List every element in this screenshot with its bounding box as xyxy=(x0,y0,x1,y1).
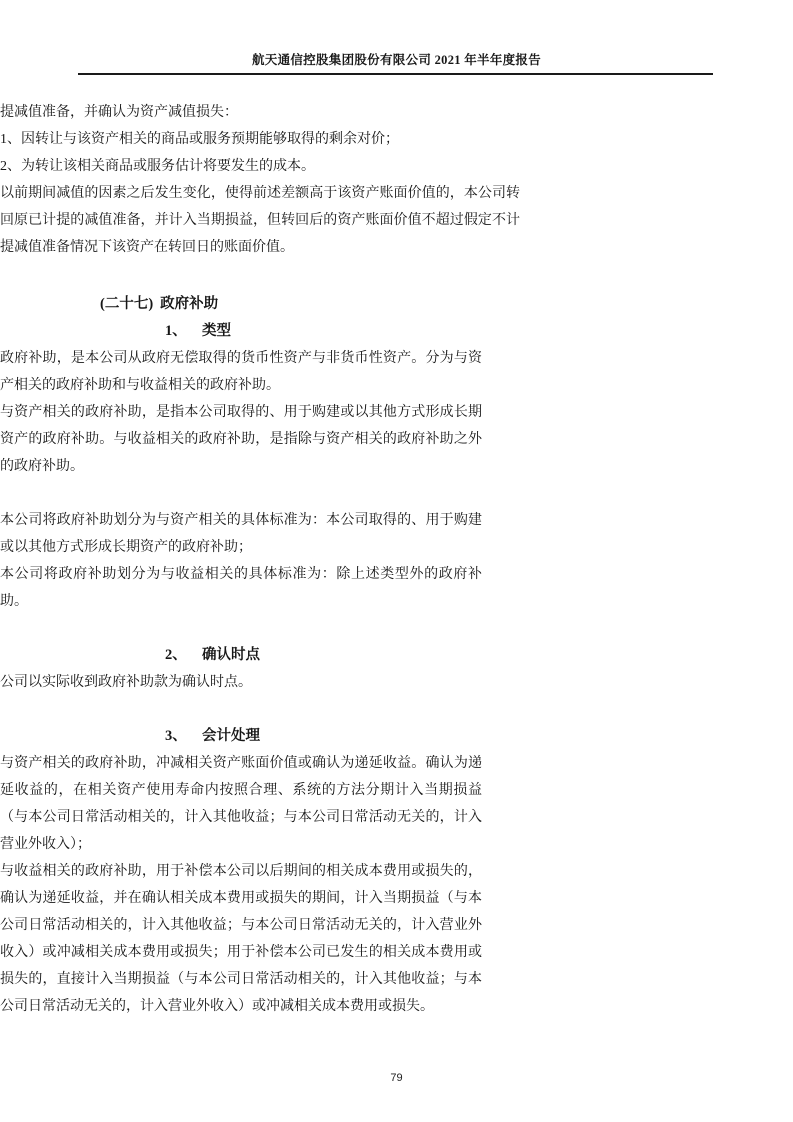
item-number: 1、 xyxy=(165,323,187,339)
body-paragraph: 政府补助，是本公司从政府无偿取得的货币性资产与非货币性资产。分为与资产相关的政府补助和与收益相关的政府补助。 xyxy=(0,351,482,393)
item-title: 类型 xyxy=(202,323,231,339)
impairment-list-item-2: 2、为转让该相关商品或服务估计将要发生的成本。 xyxy=(0,159,315,174)
body-paragraph: 本公司将政府补助划分为与资产相关的具体标准为：本公司取得的、用于购建或以其他方式形成长期资产的政府补助； xyxy=(0,513,482,555)
body-paragraph: 与收益相关的政府补助，用于补偿本公司以后期间的相关成本费用或损失的，确认为递延收益，并在确认相关成本费用或损失的期间，计入当期损益（与本公司日常活动相关的，计入其他收益；与本公司日常活动无关的，计入营业外收入）或冲减相关成本费用或损失；用于补偿本公司已发生的相关成本费用或损失的，直接计入当期损益（与本公司日常活动相关的，计入其他收益；与本公司日常活动无关的，计入营业外收入）或冲减相关成本费用或损失。 xyxy=(0,864,482,1014)
body-paragraph: 本公司将政府补助划分为与收益相关的具体标准为：除上述类型外的政府补助。 xyxy=(0,567,482,609)
item-heading-accounting-treatment xyxy=(165,723,793,750)
report-header-title: 航天通信控股集团股份有限公司 2021 年半年度报告 xyxy=(251,53,542,67)
item-type xyxy=(0,318,793,615)
item-heading-recognition-timing xyxy=(165,642,793,669)
impairment-intro-line: 提减值准备，并确认为资产减值损失： xyxy=(0,105,238,120)
item-title: 确认时点 xyxy=(202,647,260,663)
item-number: 2、 xyxy=(165,647,187,663)
section-title: 政府补助 xyxy=(160,296,219,312)
impairment-list-item-1: 1、因转让与该资产相关的商品或服务预期能够取得的剩余对价； xyxy=(0,132,399,147)
page-content xyxy=(0,99,793,1020)
item-title: 会计处理 xyxy=(202,728,260,744)
item-recognition-timing xyxy=(0,642,793,696)
body-paragraph: 公司以实际收到政府补助款为确认时点。 xyxy=(0,675,252,690)
page-number: 79 xyxy=(390,1072,403,1084)
section-number: (二十七) xyxy=(100,296,154,312)
body-paragraph: 与资产相关的政府补助，是指本公司取得的、用于购建或以其他方式形成长期资产的政府补助。与收益相关的政府补助，是指除与资产相关的政府补助之外的政府补助。 xyxy=(0,405,482,474)
header-rule xyxy=(78,73,713,75)
item-accounting-treatment xyxy=(0,723,793,1020)
body-paragraph: 与资产相关的政府补助，冲减相关资产账面价值或确认为递延收益。确认为递延收益的，在相关资产使用寿命内按照合理、系统的方法分期计入当期损益（与本公司日常活动相关的，计入其他收益；与本公司日常活动无关的，计入营业外收入）； xyxy=(0,756,482,852)
item-number: 3、 xyxy=(165,728,187,744)
impairment-reversal-paragraph: 以前期间减值的因素之后发生变化，使得前述差额高于该资产账面价值的，本公司转回原已计提的减值准备，并计入当期损益，但转回后的资产账面价值不超过假定不计提减值准备情况下该资产在转回日的账面价值。 xyxy=(0,186,520,255)
section-heading-government-grants xyxy=(100,291,793,318)
item-heading-type xyxy=(165,318,793,345)
